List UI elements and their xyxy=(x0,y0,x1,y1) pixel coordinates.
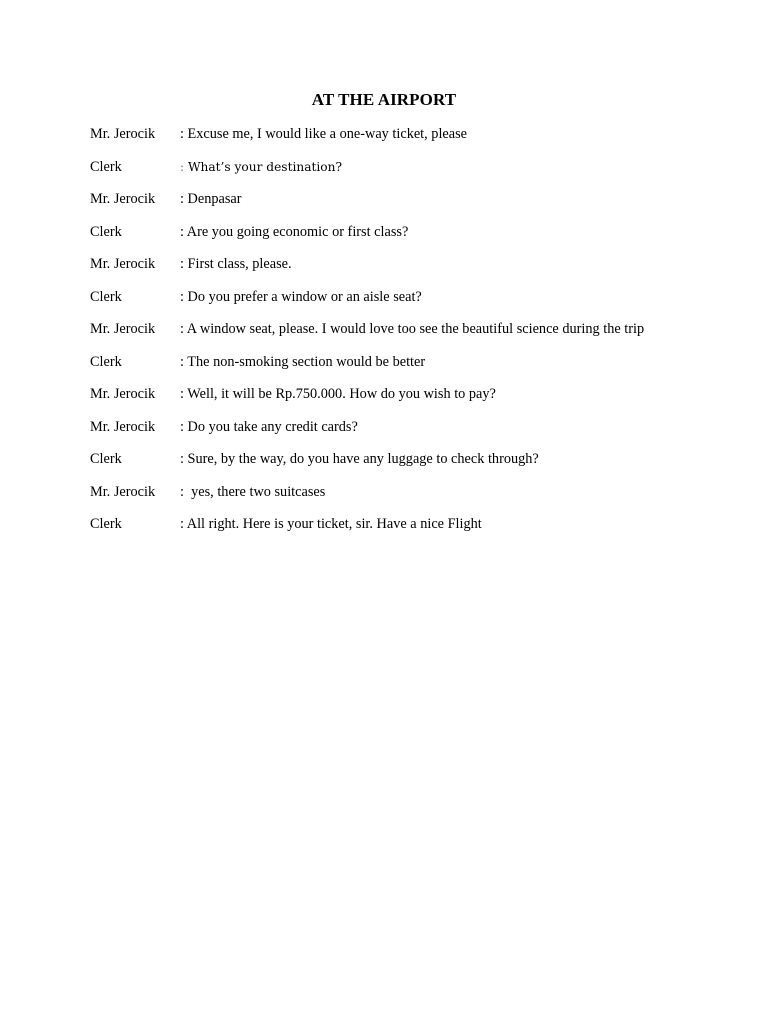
speaker-name: Mr. Jerocik xyxy=(90,418,156,435)
utterance-text: : yes, there two suitcases xyxy=(180,483,326,500)
utterance-text: : Excuse me, I would like a one-way ticket, please xyxy=(180,126,468,142)
speaker-name: Mr. Jerocik xyxy=(90,386,156,402)
document-title: AT THE AIRPORT xyxy=(311,90,457,109)
dialogue-line xyxy=(90,287,760,320)
speaker-name: Clerk xyxy=(90,223,122,240)
speaker-name: Clerk xyxy=(90,516,122,532)
dialogue-line xyxy=(90,319,760,352)
utterance-text: : A window seat, please. I would love too see the beautiful science during the trip xyxy=(180,321,645,337)
speaker-name: Mr. Jerocik xyxy=(90,126,156,142)
dialogue-line xyxy=(90,352,760,385)
utterance-text: : Are you going economic or first class? xyxy=(180,223,409,240)
dialogue-line xyxy=(90,449,760,482)
speaker-name: Clerk xyxy=(90,288,122,305)
speaker-name: Mr. Jerocik xyxy=(90,191,156,207)
utterance-text: : The non-smoking section would be better xyxy=(180,353,426,370)
utterance-text: : Sure, by the way, do you have any luggage to check through? xyxy=(180,451,539,467)
speaker-name: Mr. Jerocik xyxy=(90,321,156,337)
speaker-name: Mr. Jerocik xyxy=(90,483,156,500)
dialogue-line xyxy=(90,417,760,450)
utterance-text: : Do you prefer a window or an aisle seat? xyxy=(180,288,422,305)
dialogue-line xyxy=(90,254,760,287)
speaker-name: Mr. Jerocik xyxy=(90,256,156,272)
dialogue xyxy=(90,124,760,547)
dialogue-line xyxy=(90,482,760,515)
dialogue-line xyxy=(90,514,760,547)
speaker-name: Clerk xyxy=(90,158,122,175)
utterance-text: : Do you take any credit cards? xyxy=(180,418,358,435)
utterance-text: : All right. Here is your ticket, sir. Have a nice Flight xyxy=(180,516,482,532)
dialogue-line xyxy=(90,222,760,255)
utterance-text xyxy=(180,157,342,177)
dialogue-line xyxy=(90,189,760,222)
utterance-body: What’s your destination? xyxy=(184,159,342,174)
utterance-colon: : xyxy=(180,159,185,174)
speaker-name: Clerk xyxy=(90,353,122,370)
utterance-text: : First class, please. xyxy=(180,256,292,272)
dialogue-line xyxy=(90,157,760,190)
dialogue-line xyxy=(90,124,760,157)
utterance-text: : Denpasar xyxy=(180,191,242,207)
speaker-name: Clerk xyxy=(90,451,122,467)
utterance-text: : Well, it will be Rp.750.000. How do you wish to pay? xyxy=(180,386,496,402)
dialogue-line xyxy=(90,384,760,417)
